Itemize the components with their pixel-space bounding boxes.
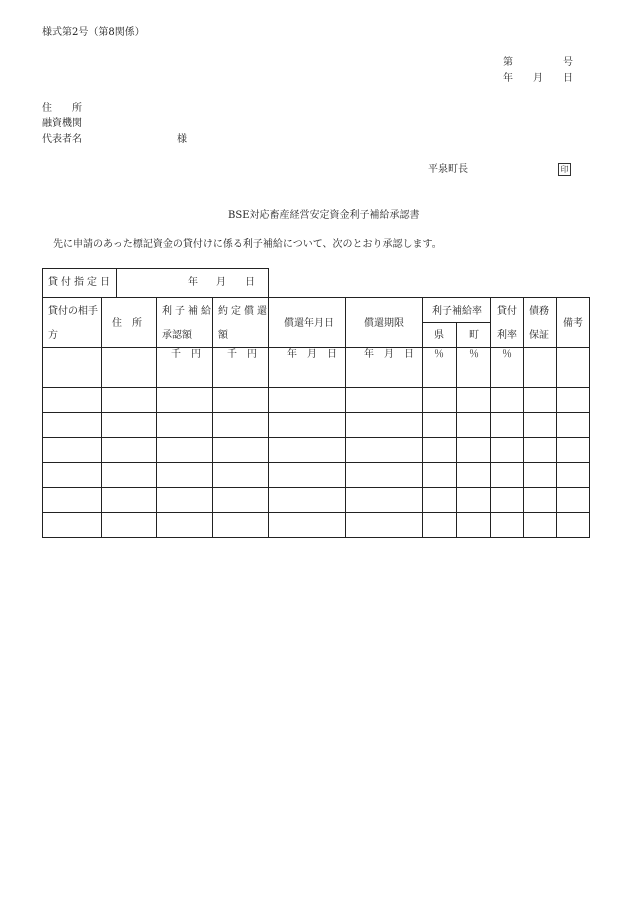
unit-loan-rate: ％ — [502, 349, 512, 360]
unit-subsidy-amount: 千 円 — [171, 349, 201, 360]
unit-town: ％ — [469, 349, 479, 360]
date-month: 月 — [533, 73, 543, 84]
date-year: 年 — [503, 73, 513, 84]
header-subsidy-amount-line2: 承認額 — [162, 330, 192, 341]
header-remarks: 備考 — [563, 318, 583, 329]
address-label: 住 所 — [42, 103, 82, 114]
designation-month: 月 — [216, 277, 226, 288]
header-repay-amount-line1: 約定償還 — [218, 306, 270, 317]
header-repay-period: 償還期限 — [364, 318, 404, 329]
header-subsidy-amount-line1: 利子補給 — [162, 306, 214, 317]
header-address: 住 所 — [112, 318, 142, 329]
header-borrower-line2: 方 — [48, 330, 58, 341]
designation-year: 年 — [188, 277, 198, 288]
honorific: 様 — [177, 134, 187, 145]
designation-day: 日 — [245, 277, 255, 288]
date-day: 日 — [563, 73, 573, 84]
header-guarantee-line1: 債務 — [529, 306, 549, 317]
header-guarantee-line2: 保証 — [529, 330, 549, 341]
body-text: 先に申請のあった標記資金の貸付けに係る利子補給について、次のとおり承認します。 — [53, 239, 442, 250]
number-prefix: 第 — [503, 57, 513, 68]
institution-label: 融資機関 — [42, 118, 82, 129]
header-subsidy-rate: 利子補給率 — [432, 306, 482, 317]
seal-mark: 印 — [558, 163, 571, 176]
unit-repay-amount: 千 円 — [227, 349, 257, 360]
header-loan-rate-line2: 利率 — [497, 330, 517, 341]
designation-label: 貸付指定日 — [48, 277, 113, 288]
unit-repay-date: 年 月 日 — [287, 349, 337, 360]
unit-prefecture: ％ — [434, 349, 444, 360]
unit-repay-period: 年 月 日 — [364, 349, 414, 360]
issuer: 平泉町長 — [428, 164, 468, 175]
header-repay-date: 償還年月日 — [284, 318, 334, 329]
header-repay-amount-line2: 額 — [218, 330, 228, 341]
document-title: BSE対応畜産経営安定資金利子補給承認書 — [228, 210, 420, 221]
form-label: 様式第2号（第8関係） — [42, 27, 145, 38]
header-loan-rate-line1: 貸付 — [497, 306, 517, 317]
header-prefecture: 県 — [434, 330, 444, 341]
header-borrower-line1: 貸付の相手 — [48, 306, 98, 317]
number-suffix: 号 — [563, 57, 573, 68]
header-town: 町 — [469, 330, 479, 341]
representative-label: 代表者名 — [42, 134, 82, 145]
